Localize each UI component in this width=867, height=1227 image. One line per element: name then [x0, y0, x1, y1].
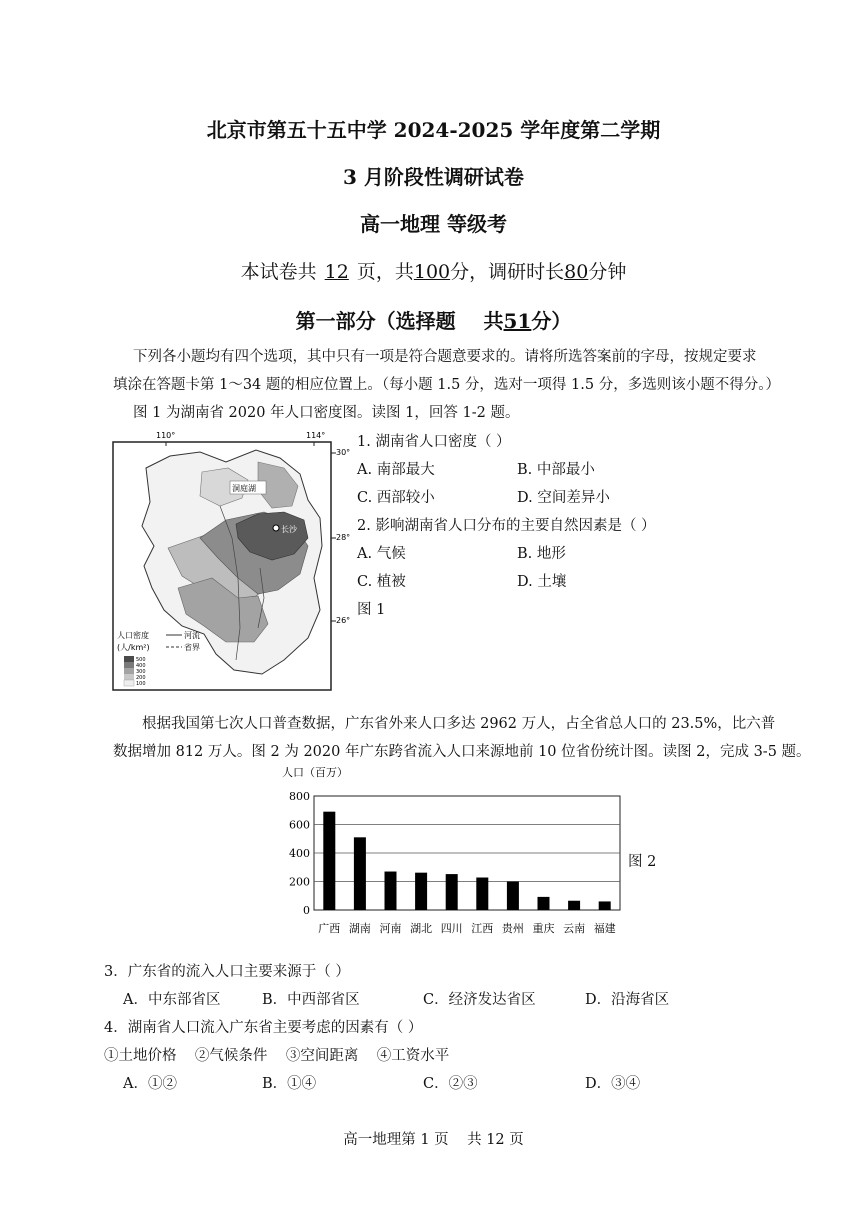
- ytick-label-200: 200: [289, 875, 310, 889]
- question-1-option-d: D. 空间差异小: [517, 490, 610, 506]
- question-2-option-a: A. 气候: [357, 546, 406, 562]
- question-3-option-b: B．中西部省区: [262, 992, 360, 1008]
- bar-四川: [446, 874, 458, 910]
- question-2-option-b: B. 地形: [517, 546, 566, 562]
- question-1-option-a: A. 南部最大: [357, 462, 435, 478]
- xtick-label-云南: 云南: [563, 922, 586, 935]
- census-line-1: 根据我国第七次人口普查数据，广东省外来人口多达 2962 万人，占全省总人口的 23.5%，比六普: [142, 716, 776, 732]
- question-2-option-d: D. 土壤: [517, 574, 567, 590]
- ytick-label-0: 0: [303, 904, 310, 917]
- exam-title: 3 月阶段性调研试卷: [343, 165, 524, 189]
- census-line-2: 数据增加 812 万人。图 2 为 2020 年广东跨省流入人口来源地前 10 位省份统计图。读图 2，完成 3-5 题。: [113, 744, 811, 760]
- bar-广西: [323, 812, 335, 910]
- question-2-stem: 2. 影响湖南省人口分布的主要自然因素是（ ）: [357, 518, 656, 534]
- question-1-option-b: B. 中部最小: [517, 462, 595, 478]
- xtick-label-重庆: 重庆: [532, 922, 555, 935]
- lon-label-110: 110°: [156, 431, 176, 440]
- part-one-heading: 第一部分（选择题 共51分）: [295, 309, 572, 333]
- question-3-option-c: C．经济发达省区: [423, 992, 536, 1008]
- question-4-option-c: C．②③: [423, 1076, 478, 1092]
- question-4-option-a: A．①②: [123, 1076, 177, 1092]
- bar-福建: [599, 901, 611, 910]
- legend-value-300: 300: [136, 669, 146, 675]
- instructions-line-2: 填涂在答题卡第 1～34 题的相应位置上。（每小题 1.5 分，选对一项得 1.5 分，多选则该小题不得分。）: [113, 377, 780, 393]
- changsha-label: 长沙: [281, 525, 297, 534]
- dongting-lake-label: 洞庭湖: [232, 484, 256, 493]
- legend-title: 人口密度: [117, 631, 149, 640]
- page-count: 12: [324, 261, 349, 283]
- instructions-line-1: 下列各小题均有四个选项，其中只有一项是符合题意要求的。请将所选答案前的字母，按规定要求: [133, 349, 757, 365]
- lat-label-28: 28°: [336, 533, 351, 542]
- school-title: 北京市第五十五中学 2024-2025 学年度第二学期: [206, 118, 661, 142]
- legend-value-200: 200: [136, 675, 146, 681]
- hunan-density-map: [108, 428, 353, 695]
- legend-value-100: 100: [136, 681, 146, 687]
- question-3-option-a: A．中东部省区: [123, 992, 221, 1008]
- duration: 80: [564, 261, 589, 283]
- xtick-label-湖南: 湖南: [348, 922, 371, 935]
- figure1-intro: 图 1 为湖南省 2020 年人口密度图。读图 1，回答 1-2 题。: [133, 405, 520, 421]
- question-4-factors: ①土地价格 ②气候条件 ③空间距离 ④工资水平: [104, 1048, 450, 1064]
- xtick-label-贵州: 贵州: [501, 922, 524, 935]
- figure2-caption: 图 2: [628, 854, 657, 870]
- exam-info: 本试卷共 12 页，共100分，调研时长80分钟: [240, 261, 627, 283]
- lon-label-114: 114°: [306, 431, 326, 440]
- bar-贵州: [507, 882, 519, 911]
- subject-title: 高一地理 等级考: [360, 212, 507, 236]
- xtick-label-江西: 江西: [471, 922, 494, 935]
- bar-湖南: [354, 837, 366, 910]
- total-score: 100: [413, 261, 451, 283]
- question-4-option-b: B．①④: [262, 1076, 317, 1092]
- ytick-label-400: 400: [289, 847, 310, 860]
- legend-value-500: 500: [136, 657, 146, 663]
- question-1-option-c: C. 西部较小: [357, 490, 435, 506]
- question-4-option-d: D．③④: [585, 1076, 641, 1092]
- lat-label-26: 26°: [336, 616, 351, 625]
- bar-江西: [476, 878, 488, 910]
- xtick-label-福建: 福建: [593, 922, 616, 935]
- chart-ylabel: 人口（百万）: [282, 766, 348, 779]
- legend-river: 河流: [184, 631, 200, 640]
- bar-河南: [385, 872, 397, 910]
- legend-value-400: 400: [136, 663, 146, 669]
- xtick-label-湖北: 湖北: [410, 922, 433, 935]
- xtick-label-四川: 四川: [440, 922, 463, 935]
- lat-label-30: 30°: [336, 448, 351, 457]
- bar-重庆: [538, 897, 550, 910]
- xtick-label-河南: 河南: [379, 922, 402, 935]
- guangdong-inflow-chart: [270, 762, 670, 942]
- legend-border: 省界: [184, 643, 200, 652]
- xtick-label-广西: 广西: [318, 922, 341, 935]
- ytick-label-800: 800: [289, 790, 310, 803]
- bar-湖北: [415, 873, 427, 910]
- question-4-stem: 4．湖南省人口流入广东省主要考虑的因素有（ ）: [104, 1020, 423, 1036]
- question-2-option-c: C. 植被: [357, 574, 406, 590]
- part-one-score: 51: [503, 309, 532, 333]
- question-3-stem: 3．广东省的流入人口主要来源于（ ）: [104, 964, 350, 980]
- ytick-label-600: 600: [289, 818, 310, 832]
- figure1-caption: 图 1: [357, 602, 386, 618]
- page-footer: 高一地理第 1 页 共 12 页: [343, 1132, 524, 1148]
- question-1-stem: 1. 湖南省人口密度（ ）: [357, 434, 511, 450]
- bar-云南: [568, 901, 580, 910]
- question-3-option-d: D．沿海省区: [585, 992, 670, 1008]
- legend-unit: (人/km²): [117, 643, 150, 652]
